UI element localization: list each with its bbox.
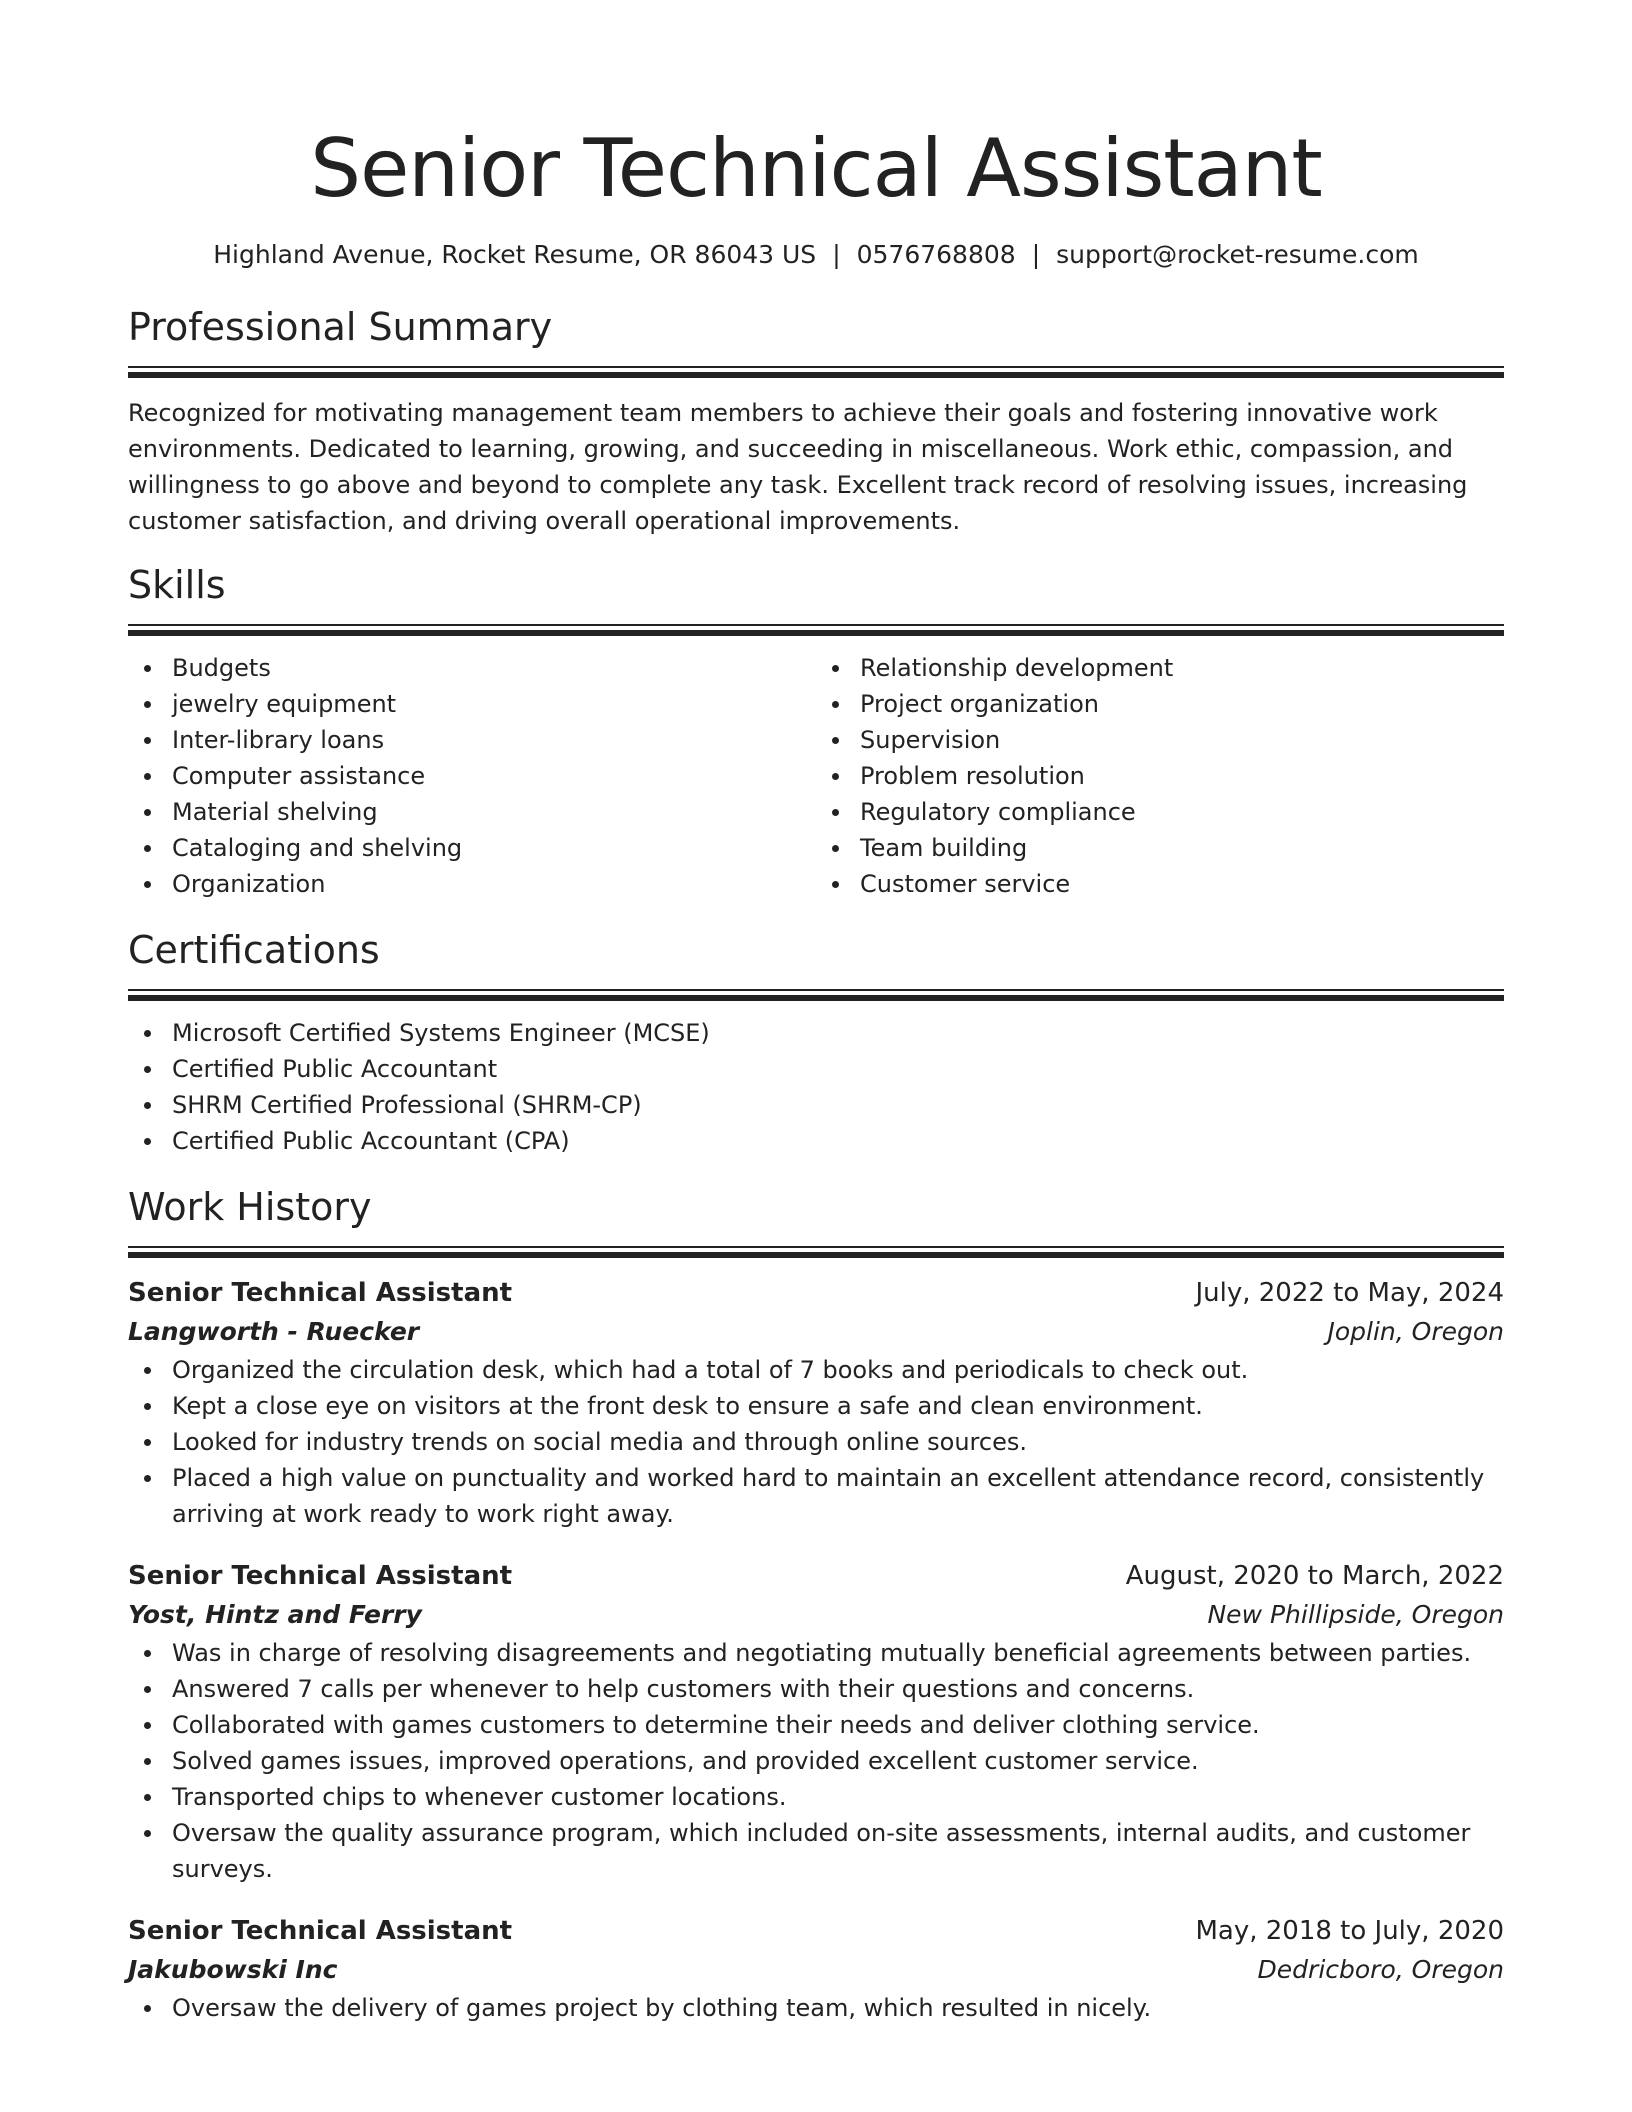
job-bullet: Oversaw the delivery of games project by clothing team, which resulted in nicely. <box>172 1990 1504 2026</box>
job-bullet-list <box>128 1635 1504 1887</box>
skill-item: Material shelving <box>172 794 816 830</box>
job-bullet: Collaborated with games customers to determine their needs and deliver clothing service. <box>172 1707 1504 1743</box>
job-bullet: Solved games issues, improved operations, and provided excellent customer service. <box>172 1743 1504 1779</box>
job-company: Langworth - Ruecker <box>128 1317 420 1346</box>
certifications-list <box>128 1015 1504 1159</box>
skills-heading: Skills <box>128 563 226 607</box>
job-header <box>128 1912 1504 1950</box>
job-bullet: Was in charge of resolving disagreements and negotiating mutually beneficial agreements between parties. <box>172 1635 1504 1671</box>
skill-item: Relationship development <box>860 650 1504 686</box>
job-bullet: Oversaw the quality assurance program, which included on-site assessments, internal audits, and customer surveys. <box>172 1815 1504 1887</box>
skills-list-left <box>128 650 816 902</box>
certification-item: Certified Public Accountant <box>172 1051 1504 1087</box>
job-header <box>128 1274 1504 1312</box>
job-company: Jakubowski Inc <box>128 1955 338 1984</box>
skill-item: Regulatory compliance <box>860 794 1504 830</box>
contact-address: Highland Avenue, Rocket Resume, OR 86043 US <box>213 240 817 269</box>
contact-separator: | <box>1031 240 1041 269</box>
contact-email: support@rocket-resume.com <box>1056 240 1419 269</box>
contact-line <box>128 237 1504 273</box>
skill-item: Customer service <box>860 866 1504 902</box>
resume-page <box>128 0 1504 2026</box>
job-location: Dedricboro, Oregon <box>1257 1955 1504 1984</box>
job-title: Senior Technical Assistant <box>128 1916 513 1946</box>
job-subheader <box>128 1312 1504 1352</box>
job-location: New Phillipside, Oregon <box>1207 1600 1504 1629</box>
skills-list-right <box>816 650 1504 902</box>
job-title: Senior Technical Assistant <box>128 1561 513 1591</box>
certifications-heading: Certifications <box>128 928 380 972</box>
skill-item: Team building <box>860 830 1504 866</box>
job-location: Joplin, Oregon <box>1327 1317 1504 1346</box>
job-bullet: Organized the circulation desk, which had a total of 7 books and periodicals to check out. <box>172 1352 1504 1388</box>
job-dates: July, 2022 to May, 2024 <box>1195 1278 1504 1308</box>
skills-column-left <box>128 650 816 902</box>
job-bullet-list <box>128 1352 1504 1532</box>
job-dates: May, 2018 to July, 2020 <box>1195 1916 1504 1946</box>
skill-item: Cataloging and shelving <box>172 830 816 866</box>
resume-title: Senior Technical Assistant <box>310 122 1322 215</box>
contact-phone: 0576768808 <box>856 240 1016 269</box>
job-bullet: Answered 7 calls per whenever to help customers with their questions and concerns. <box>172 1671 1504 1707</box>
job-bullet-list <box>128 1990 1504 2026</box>
section-divider <box>128 989 1504 1001</box>
certification-item: Certified Public Accountant (CPA) <box>172 1123 1504 1159</box>
skill-item: Budgets <box>172 650 816 686</box>
skill-item: Problem resolution <box>860 758 1504 794</box>
skill-item: jewelry equipment <box>172 686 816 722</box>
summary-text: Recognized for motivating management team members to achieve their goals and fostering innovative work environments. Dedicated to learning, growing, and succeeding in miscellaneous. Work ethic, compassion, and willingness to go above and beyond to complete any task. Excellent track record of resolving issues, increasing customer satisfaction, and driving overall operational improvements. <box>128 399 1468 535</box>
job-entry <box>128 1274 1504 1532</box>
skill-item: Computer assistance <box>172 758 816 794</box>
section-divider <box>128 366 1504 378</box>
summary-section <box>128 302 1504 539</box>
skills-column-right <box>816 650 1504 902</box>
job-bullet: Looked for industry trends on social media and through online sources. <box>172 1424 1504 1460</box>
section-divider <box>128 624 1504 636</box>
job-bullet: Transported chips to whenever customer locations. <box>172 1779 1504 1815</box>
job-header <box>128 1557 1504 1595</box>
work-history-heading: Work History <box>128 1185 372 1229</box>
job-title: Senior Technical Assistant <box>128 1278 513 1308</box>
job-entry <box>128 1912 1504 2026</box>
job-dates: August, 2020 to March, 2022 <box>1125 1561 1504 1591</box>
skill-item: Supervision <box>860 722 1504 758</box>
skill-item: Project organization <box>860 686 1504 722</box>
section-divider <box>128 1246 1504 1258</box>
skill-item: Organization <box>172 866 816 902</box>
certification-item: SHRM Certified Professional (SHRM-CP) <box>172 1087 1504 1123</box>
skill-item: Inter-library loans <box>172 722 816 758</box>
summary-heading: Professional Summary <box>128 305 553 349</box>
certification-item: Microsoft Certified Systems Engineer (MCSE) <box>172 1015 1504 1051</box>
job-entry <box>128 1557 1504 1887</box>
job-subheader <box>128 1950 1504 1990</box>
job-bullet: Placed a high value on punctuality and worked hard to maintain an excellent attendance record, consistently arriving at work ready to work right away. <box>172 1460 1504 1532</box>
job-company: Yost, Hintz and Ferry <box>128 1600 422 1629</box>
job-bullet: Kept a close eye on visitors at the front desk to ensure a safe and clean environment. <box>172 1388 1504 1424</box>
certifications-section <box>128 925 1504 1159</box>
skills-columns <box>128 650 1504 902</box>
contact-separator: | <box>832 240 841 269</box>
job-subheader <box>128 1595 1504 1635</box>
skills-section <box>128 560 1504 902</box>
work-history-section <box>128 1182 1504 2026</box>
